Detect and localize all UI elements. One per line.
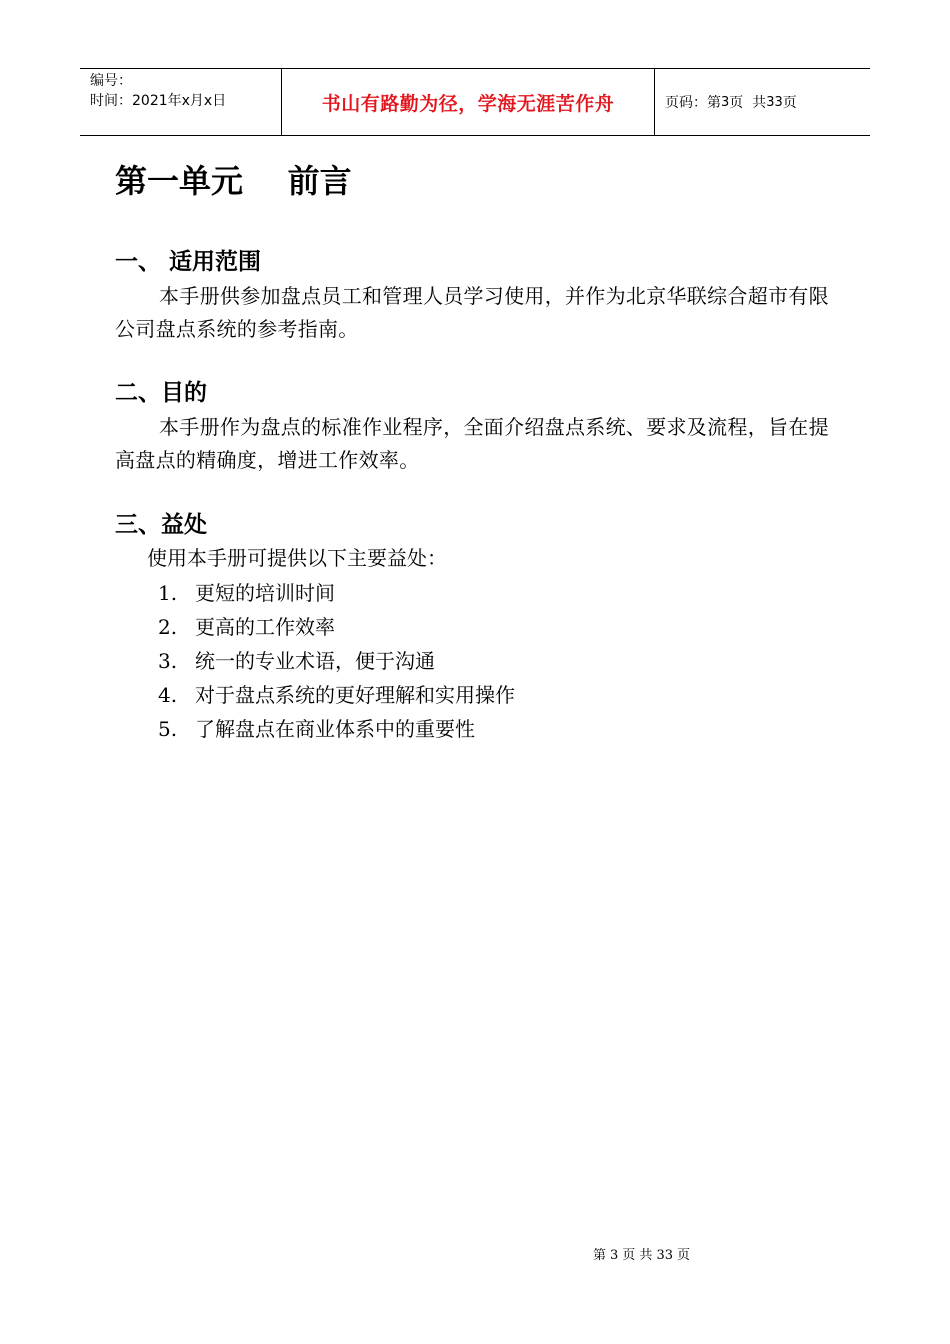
section-heading-scope: 一、 适用范围: [115, 249, 262, 275]
footer-page-total: 33: [656, 1248, 673, 1263]
footer-page-suffix: 页: [676, 1248, 690, 1263]
section-intro-benefits: 使用本手册可提供以下主要益处：: [147, 546, 447, 570]
header-motto: 书山有路勤为径，学海无涯苦作舟: [281, 69, 655, 135]
header-page-current: 3: [721, 94, 730, 110]
section-body-scope: 本手册供参加盘点员工和管理人员学习使用，并作为北京华联综合超市有限公司盘点系统的参考指南。: [115, 284, 829, 341]
list-item-number: 5.: [158, 717, 178, 741]
document-number-label: 编号：: [90, 73, 132, 89]
list-item-text: 统一的专业术语，便于沟通: [195, 649, 435, 673]
list-item-text: 了解盘点在商业体系中的重要性: [195, 717, 475, 741]
list-item-text: 对于盘点系统的更好理解和实用操作: [195, 683, 515, 707]
header-page-total: 33: [766, 94, 783, 110]
header-info-cell: [80, 69, 281, 135]
list-item-text: 更短的培训时间: [195, 581, 335, 605]
list-item: [158, 578, 515, 612]
footer-page-current: 3: [610, 1248, 619, 1263]
list-item-number: 4.: [158, 683, 178, 707]
section-heading-benefits: 三、益处: [115, 512, 207, 538]
header-page-mid: 页 共: [729, 95, 767, 111]
list-item-text: 更高的工作效率: [195, 615, 335, 639]
list-item: [158, 646, 515, 680]
header-page-info: [655, 69, 870, 135]
section-heading-purpose: 二、目的: [115, 380, 207, 406]
header-page-suffix: 页: [782, 95, 797, 111]
page-footer: [593, 1247, 694, 1265]
list-item: [158, 680, 515, 714]
section-body-purpose: 本手册作为盘点的标准作业程序，全面介绍盘点系统、要求及流程，旨在提高盘点的精确度，增进工作效率。: [115, 415, 829, 472]
list-item: [158, 714, 515, 748]
benefit-list: [158, 578, 515, 748]
document-time-label: 时间：2021年x月x日: [90, 93, 227, 109]
page-title: 第一单元 前言: [115, 162, 352, 200]
list-item: [158, 612, 515, 646]
footer-page-prefix: 第: [593, 1248, 607, 1263]
list-item-number: 1.: [158, 581, 178, 605]
footer-page-mid: 页 共: [622, 1248, 653, 1263]
list-item-number: 2.: [158, 615, 178, 639]
list-item-number: 3.: [158, 649, 178, 673]
header-page-prefix: 页码：第: [665, 95, 721, 111]
page-header: [80, 68, 870, 136]
